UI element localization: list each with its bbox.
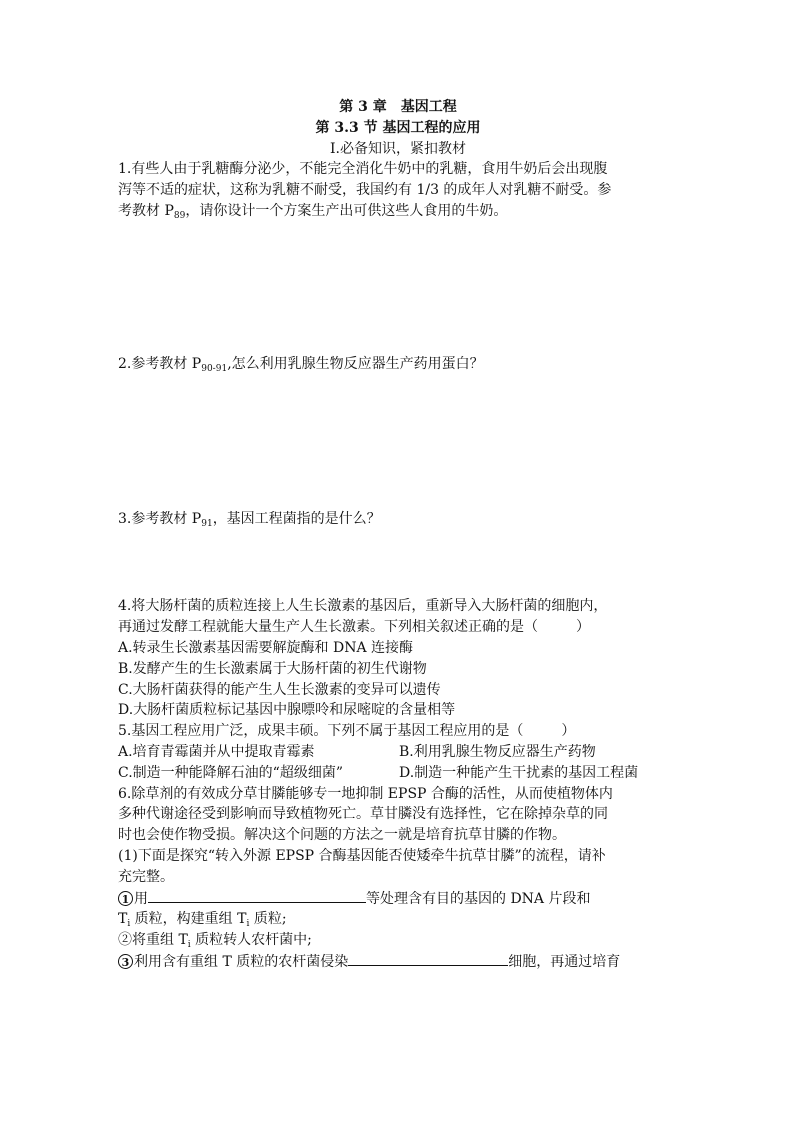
question-3: 3.参考教材 $P_{91}$，基因工程菌指的是什么？ [118,510,381,529]
q6-sub1-line-1: (1)下面是探究“转入外源 EPSP 合酶基因能否使矮牵牛抗草甘膦”的流程，请补 [118,847,606,864]
circled-number-icon: 1 [118,891,133,906]
q4-line-1: 4.将大肠杆菌的质粒连接上人生长激素的基因后，重新导入大肠杆菌的细胞内， [118,598,608,615]
fill-blank-2[interactable] [348,951,508,966]
section-title: 第 3.3 节 基因工程的应用 [315,119,481,136]
q6-sub1-line-2: 充完整。 [118,868,174,885]
fill-blank-1[interactable] [148,888,366,903]
q4-option-b[interactable]: B.发酵产生的生长激素属于大肠杆菌的初生代谢物 [118,660,427,677]
q5-option-b[interactable]: B.利用乳腺生物反应器生产药物 [399,743,596,760]
answer-space-3[interactable] [118,529,678,596]
q1-line-3: 考教材 $P_{89}$，请你设计一个方案生产出可供这些人食用的牛奶。 [118,202,508,221]
q4-option-d[interactable]: D.大肠杆菌质粒标记基因中腺嘌呤和尿嘧啶的含量相等 [118,702,456,719]
worksheet-content [118,97,678,973]
q4-option-a[interactable]: A.转录生长激素基因需要解旋酶和 DNA 连接酶 [118,639,414,656]
answer-space-2[interactable] [118,375,678,509]
question-2: 2.参考教材 $P_{90-91}$,怎么利用乳腺生物反应器生产药用蛋白？ [118,355,484,374]
q1-line-2: 泻等不适的症状，这称为乳糖不耐受，我国约有 1/3 的成年人对乳糖不耐受。参 [118,182,612,199]
q5-options-row-2 [118,763,678,784]
question-5 [118,721,678,783]
question-4 [118,596,678,721]
chapter-title: 第 3 章 基因工程 [339,99,457,115]
q5-option-a[interactable]: A.培育青霉菌并从中提取青霉素 [118,743,315,760]
q5-option-c[interactable]: C.制造一种能降解石油的“超级细菌” [118,764,343,781]
q6-step-1: 1 用 等处理含有目的基因的 DNA 片段和 [118,888,678,910]
q5-stem: 5.基因工程应用广泛，成果丰硕。下列不属于基因工程应用的是（ ） [118,723,576,740]
part-heading: Ⅰ.必备知识，紧扣教材 [330,140,466,157]
q4-option-c[interactable]: C.大肠杆菌获得的能产生人生长激素的变异可以遗传 [118,681,441,698]
q5-options-row-1 [118,742,678,763]
question-1 [118,159,678,221]
q6-step-1-cont: $T_i$ 质粒，构建重组 $T_i$ 质粒; [118,911,287,930]
answer-space-1[interactable] [118,222,678,354]
circled-number-icon: 3 [118,954,133,969]
q6-line-1: 6.除草剂的有效成分草甘膦能够专一地抑制 EPSP 合酶的活性，从而使植物体内 [118,785,613,802]
q6-line-2: 多种代谢途径受到影响而导致植物死亡。草甘膦没有选择性，它在除掉杂草的同 [118,806,608,823]
q5-option-d[interactable]: D.制造一种能产生干扰素的基因工程菌 [399,764,639,781]
q6-line-3: 时也会使作物受损。解决这个问题的方法之一就是培育抗草甘膦的作物。 [118,827,566,844]
question-6 [118,784,678,973]
q6-step-2: ②将重组 $T_i$ 质粒转人农杆菌中; [118,932,312,951]
q1-line-1: 1.有些人由于乳糖酶分泌少，不能完全消化牛奶中的乳糖，食用牛奶后会出现腹 [118,161,608,178]
q6-step-3: 3 利用含有重组 T 质粒的农杆菌侵染 细胞，再通过培育 [118,951,678,973]
q4-line-2: 再通过发酵工程就能大量生产人生长激素。下列相关叙述正确的是（ ） [118,619,590,636]
